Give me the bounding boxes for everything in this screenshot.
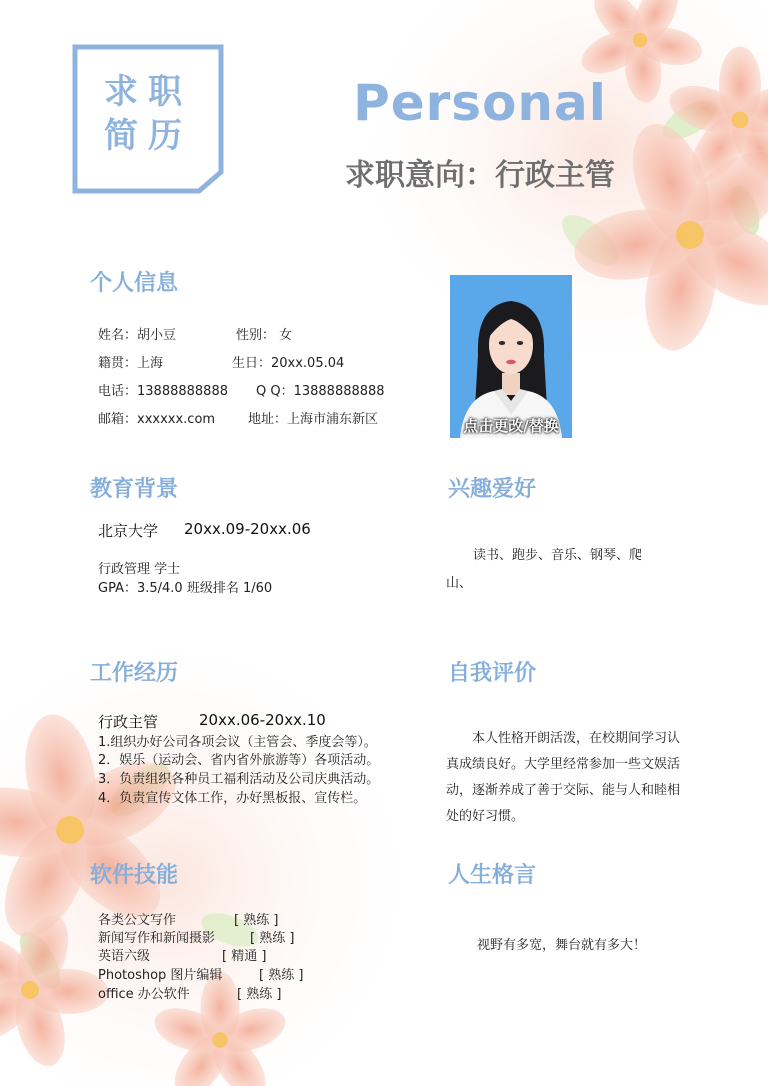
self-eval-line-2: 真成绩良好。大学里经常参加一些文娱活 (446, 757, 681, 772)
info-email: 邮箱：xxxxxx.com (98, 412, 216, 427)
portrait-image (450, 275, 572, 438)
skill-level-1: [ 熟练 ] (234, 913, 279, 928)
info-birthday: 生日：20xx.05.04 (232, 356, 345, 371)
info-gender: 性别： 女 (236, 328, 293, 343)
info-qq: Q Q：13888888888 (256, 384, 385, 399)
section-heading-personal: 个人信息 (90, 271, 179, 296)
self-eval-text (446, 726, 736, 830)
motto-text: 视野有多宽，舞台就有多大！ (477, 938, 647, 953)
section-heading-hobbies: 兴趣爱好 (448, 477, 537, 502)
work-item-1: 1.组织办好公司各项会议（主管会、季度会等）。 (98, 735, 377, 750)
skill-name-5: office 办公软件 (98, 987, 190, 1002)
info-address: 地址：上海市浦东新区 (248, 412, 379, 427)
info-name: 姓名：胡小豆 (98, 328, 177, 343)
work-item-4: 4．负责宣传文体工作，办好黑板报、宣传栏。 (98, 791, 367, 806)
section-heading-motto: 人生格言 (448, 863, 537, 888)
education-major: 行政管理 学士 (98, 562, 181, 577)
skill-level-3: [ 精通 ] (222, 949, 267, 964)
education-gpa: GPA：3.5/4.0 班级排名 1/60 (98, 581, 273, 596)
section-heading-work: 工作经历 (90, 661, 179, 686)
hobbies-line-2: 山、 (446, 576, 473, 591)
stamp-line-2: 简历 (104, 116, 192, 156)
skill-level-4: [ 熟练 ] (259, 968, 304, 983)
section-heading-skills: 软件技能 (90, 863, 179, 888)
self-eval-line-1: 本人性格开朗活泼，在校期间学习认 (472, 731, 681, 746)
self-eval-line-4: 处的好习惯。 (446, 809, 525, 824)
skill-name-3: 英语六级 (98, 949, 151, 964)
job-intention: 求职意向：行政主管 (345, 158, 615, 193)
resume-stamp (72, 44, 224, 194)
stamp-text (72, 70, 224, 158)
photo-replace-caption[interactable]: 点击更改/替换 (463, 417, 559, 435)
title-english: Personal (353, 74, 607, 132)
skill-level-2: [ 熟练 ] (250, 931, 295, 946)
info-phone: 电话：13888888888 (98, 384, 228, 399)
skill-level-5: [ 熟练 ] (237, 987, 282, 1002)
profile-photo[interactable] (450, 275, 572, 438)
work-period: 20xx.06-20xx.10 (199, 711, 326, 729)
hobbies-line-1: 读书、跑步、音乐、钢琴、爬 (473, 548, 643, 563)
info-origin: 籍贯：上海 (98, 356, 164, 371)
stamp-line-1: 求职 (104, 72, 192, 112)
section-heading-self-eval: 自我评价 (448, 661, 537, 686)
work-title: 行政主管 (98, 713, 159, 731)
self-eval-line-3: 动，逐渐养成了善于交际、能与人和睦相 (446, 783, 681, 798)
work-item-3: 3．负责组织各种员工福利活动及公司庆典活动。 (98, 772, 380, 787)
work-item-2: 2．娱乐（运动会、省内省外旅游等）各项活动。 (98, 753, 380, 768)
skill-name-4: Photoshop 图片编辑 (98, 968, 223, 983)
skill-name-1: 各类公文写作 (98, 913, 177, 928)
education-period: 20xx.09-20xx.06 (184, 520, 311, 538)
education-school: 北京大学 (98, 522, 159, 540)
skill-name-2: 新闻写作和新闻摄影 (98, 931, 216, 946)
section-heading-education: 教育背景 (90, 477, 179, 502)
